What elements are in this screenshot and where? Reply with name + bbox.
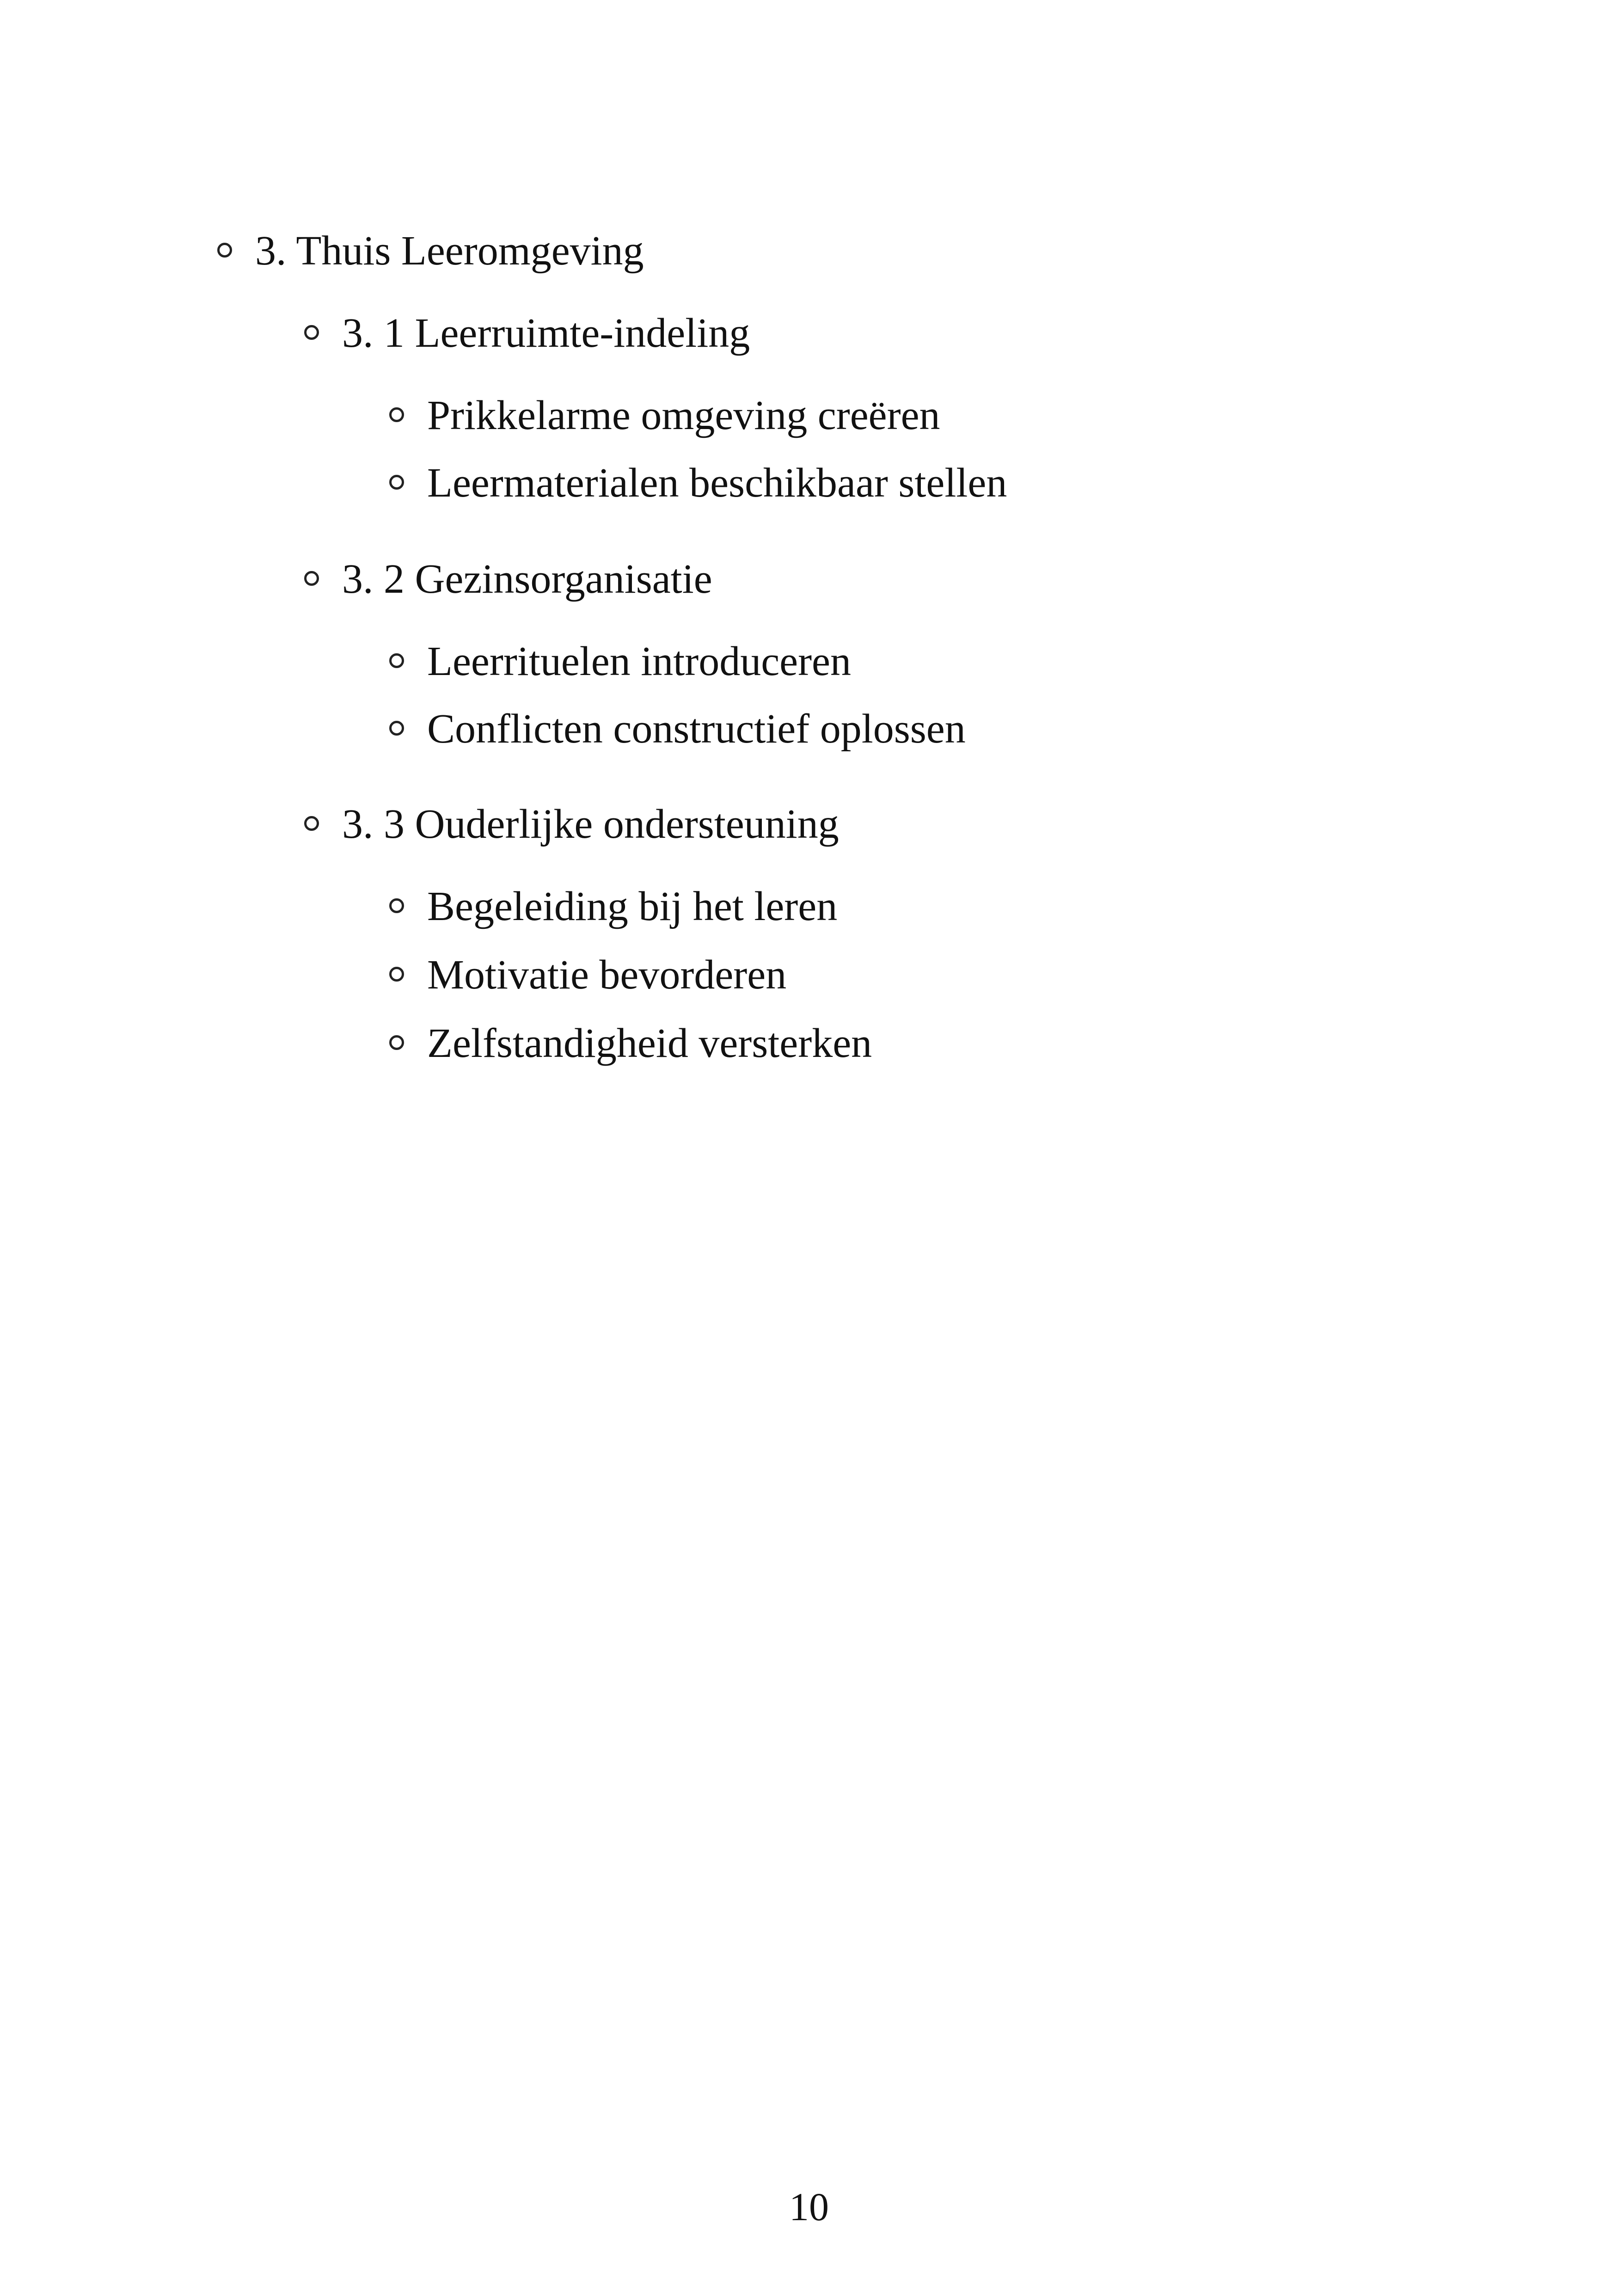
- item-label: Leerrituelen introduceren: [427, 638, 852, 684]
- hollow-circle-bullet-icon: [304, 325, 319, 340]
- hollow-circle-bullet-icon: [389, 653, 404, 668]
- hollow-circle-bullet-icon: [389, 1035, 404, 1050]
- subsection-label: 3. 1 Leerruimte-indeling: [342, 310, 750, 356]
- hollow-circle-bullet-icon: [304, 571, 319, 586]
- hollow-circle-bullet-icon: [304, 816, 319, 831]
- item-label: Conflicten constructief oplossen: [427, 706, 966, 752]
- item-label: Leermaterialen beschikbaar stellen: [427, 460, 1007, 506]
- item-label: Zelfstandigheid versterken: [427, 1020, 872, 1066]
- hollow-circle-bullet-icon: [389, 721, 404, 736]
- hollow-circle-bullet-icon: [217, 243, 232, 258]
- subsection-label: 3. 2 Gezinsorganisatie: [342, 556, 712, 602]
- section-label: 3. Thuis Leeromgeving: [255, 228, 644, 274]
- item-label: Prikkelarme omgeving creëren: [427, 393, 940, 438]
- hollow-circle-bullet-icon: [389, 475, 404, 490]
- page-number: 10: [789, 2185, 829, 2229]
- hollow-circle-bullet-icon: [389, 898, 404, 913]
- item-label: Begeleiding bij het leren: [427, 884, 838, 929]
- item-label: Motivatie bevorderen: [427, 952, 787, 998]
- subsection-label: 3. 3 Ouderlijke ondersteuning: [342, 801, 839, 847]
- hollow-circle-bullet-icon: [389, 967, 404, 982]
- hollow-circle-bullet-icon: [389, 407, 404, 422]
